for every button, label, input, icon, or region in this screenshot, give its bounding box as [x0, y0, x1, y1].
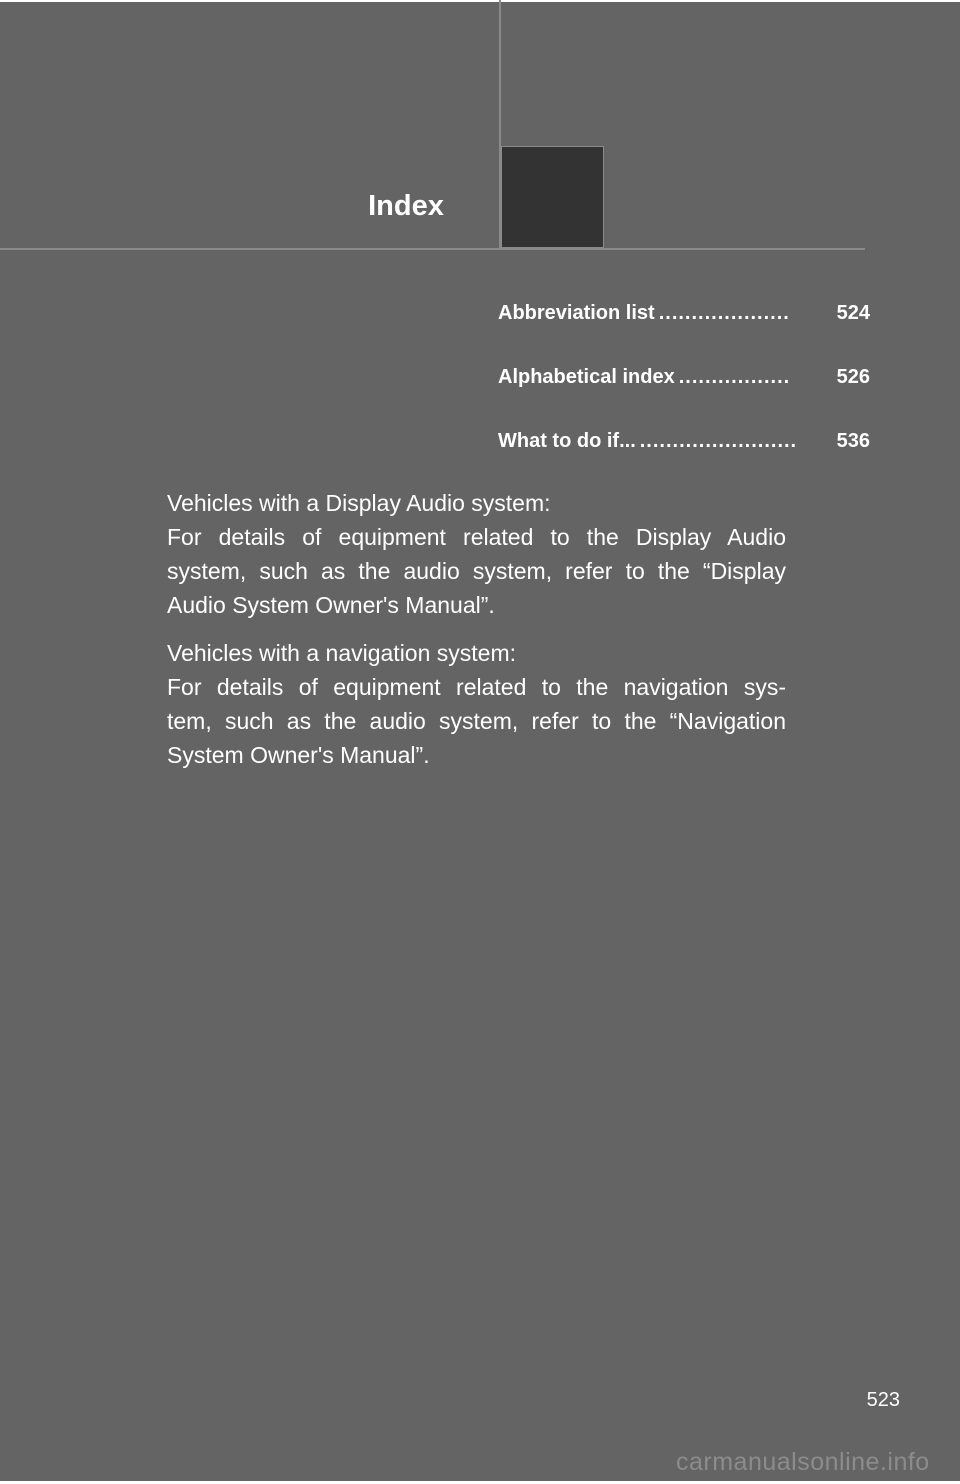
toc-entry-leader-dots: ........................ [639, 430, 798, 452]
toc-entry-label: Alphabetical index [498, 366, 675, 388]
section-title: Index [368, 190, 444, 222]
table-of-contents [498, 302, 870, 494]
note-line: tem, such as the audio system, refer to the “Navigation [167, 708, 786, 734]
note-display-audio [167, 486, 786, 622]
note-line: Vehicles with a Display Audio system: [167, 490, 551, 516]
toc-entry-label: Abbreviation list [498, 302, 655, 324]
toc-entry-page-number: 526 [836, 366, 870, 388]
toc-entry-page-number: 524 [836, 302, 870, 324]
toc-entry-alphabetical-index[interactable] [498, 366, 870, 395]
section-tab-block [501, 146, 604, 248]
page-number: 523 [866, 1389, 900, 1411]
note-navigation [167, 636, 786, 772]
note-line: Vehicles with a navigation system: [167, 640, 517, 666]
header-horizontal-rule [0, 248, 865, 250]
note-line: For details of equipment related to the Display Audio [167, 524, 786, 550]
note-line: For details of equipment related to the navigation sys- [167, 674, 786, 700]
toc-entry-leader-dots: ................. [678, 366, 791, 388]
toc-entry-page-number: 536 [836, 430, 870, 452]
equipment-notes [167, 486, 786, 786]
toc-entry-what-to-do-if[interactable] [498, 430, 870, 459]
note-line: Audio System Owner's Manual”. [167, 592, 495, 618]
toc-entry-abbreviation-list[interactable] [498, 302, 870, 331]
toc-entry-label: What to do if... [498, 430, 636, 452]
watermark-text: carmanualsonline.info [676, 1448, 930, 1476]
page-top-edge [0, 0, 960, 2]
note-line: system, such as the audio system, refer to the “Display [167, 558, 786, 584]
note-line: System Owner's Manual”. [167, 742, 430, 768]
toc-entry-leader-dots: .................... [658, 302, 790, 324]
